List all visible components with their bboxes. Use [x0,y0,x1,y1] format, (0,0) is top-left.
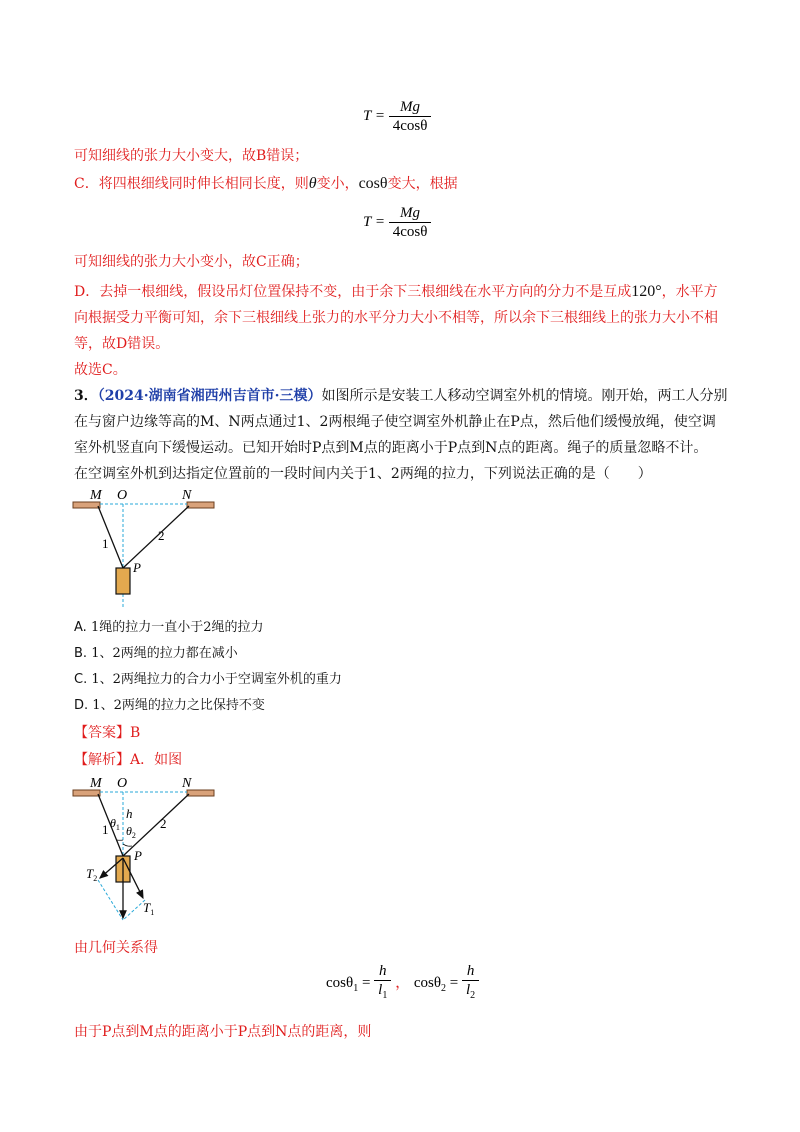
analysis-line: 【解析】A．如图 [74,752,183,768]
question-3-line2: 在与窗户边缘等高的M、N两点通过1、2两根绳子使空调室外机静止在P点，然后他们缓慢放绳，使空调 [74,414,716,430]
label-rope-2: 2 [160,816,167,831]
equation-cos-relations: cosθ$_1$ = $\frac{h}{l_1}$ ， cosθ$_2$ = $\frac{h}{l_2}$ [326,962,479,1005]
eq2-denominator: 4cosθ [392,224,428,240]
question-3-line1 [74,386,727,406]
question-text-1: 如图所示是安装工人移动空调室外机的情境。刚开始，两工人分别 [321,388,728,404]
option-b-letter: B. [74,646,88,661]
label-O: O [117,776,128,791]
figure-rope-setup [70,488,250,610]
d1-deg: 120° [631,283,662,300]
eq3-b-cos: cosθ [413,974,442,991]
eq3-a-fraction [374,962,391,1005]
text-line-d3: 等，故D错误。 [74,336,170,352]
text-line-choose: 故选C。 [74,362,127,378]
eq2-fraction [389,204,432,241]
d1-pre: D．去掉一根细线，假设吊灯位置保持不变，由于余下三根细线在水平方向的分力不是互成 [74,284,632,300]
option-d-text: 1、2两绳的拉力之比保持不变 [92,698,265,713]
option-a[interactable] [74,619,263,637]
eq3-a-cos: cosθ [326,974,354,991]
option-b[interactable] [74,645,238,663]
geometry-line: 由几何关系得 [74,940,158,956]
option-b-text: 1、2两绳的拉力都在减小 [91,646,238,661]
dashed-parallelogram-1 [98,880,123,920]
rope-2 [123,794,189,856]
text-line-c1 [74,174,458,194]
c1-theta: θ [308,175,317,192]
label-T1: $T_1$ [143,900,155,917]
eq3-a-den: $l_1$ [378,982,388,1001]
label-M: M [90,488,102,503]
label-rope-2: 2 [158,528,165,543]
figure-force-analysis [70,770,250,942]
option-a-text: 1绳的拉力一直小于2绳的拉力 [90,620,264,635]
eq3-b-num: h [462,962,479,981]
label-rope-1: 1 [102,822,109,837]
answer-line: 【答案】B [74,725,141,741]
eq3-a-num: h [374,962,391,981]
question-3-line4: 在空调室外机到达指定位置前的一段时间内关于1、2两绳的拉力，下列说法正确的是（ ） [74,466,652,482]
eq3-b-fraction [462,962,479,1005]
label-T2: $T_2$ [86,866,98,883]
label-h: h [126,806,133,821]
d1-post: ，水平方 [661,284,718,300]
question-source: （2024·湖南省湘西州吉首市·三模） [97,388,322,404]
eq3-a-sub: 1 [353,982,359,994]
eq1-fraction [389,98,432,135]
text-line-d2: 向根据受力平衡可知，余下三根细线上张力的水平分力大小不相等，所以余下三根细线上的张力大小不相 [74,310,718,326]
label-theta2: $\theta_2$ [126,824,136,840]
option-d[interactable] [74,697,265,715]
option-a-letter: A. [74,620,87,635]
label-N: N [182,776,192,791]
label-rope-1: 1 [102,536,109,551]
option-c-letter: C. [74,672,88,687]
text-line-c2: 可知细线的张力大小变小，故C正确； [74,254,309,270]
option-d-letter: D. [74,698,89,713]
eq3-separator: ， [395,974,411,991]
option-c-text: 1、2两绳拉力的合力小于空调室外机的重力 [91,672,342,687]
angle-arc-theta2 [123,844,132,846]
equation-tension-1 [363,98,431,135]
question-number: 3． [74,388,98,404]
c1-pre: C．将四根细线同时伸长相同长度，则 [74,176,309,192]
dashed-parallelogram-2 [123,900,145,920]
rope-2 [123,506,189,568]
label-O: O [117,488,128,503]
label-theta1: $\theta_1$ [110,816,120,832]
label-P: P [133,560,141,575]
c1-cos: cosθ [358,175,388,192]
last-line: 由于P点到M点的距离小于P点到N点的距离，则 [74,1024,372,1040]
eq1-numerator: Mg [389,98,432,117]
eq2-lhs: T = [363,213,385,230]
label-M: M [90,776,102,791]
c1-post: 变大，根据 [387,176,458,192]
c1-mid: 变小， [316,176,359,192]
eq1-denominator: 4cosθ [392,118,428,134]
eq3-b-den: $l_2$ [466,982,476,1001]
eq3-b-sub: 2 [441,982,447,994]
option-c[interactable] [74,671,342,689]
text-line-b: 可知细线的张力大小变大，故B错误； [74,148,309,164]
eq2-numerator: Mg [389,204,432,223]
label-N: N [182,488,192,503]
ac-unit-box [116,568,130,594]
text-line-d1 [74,282,718,302]
label-P: P [134,848,142,863]
equation-tension-2 [363,204,431,241]
eq1-lhs: T = [363,107,385,124]
question-3-line3: 室外机竖直向下缓慢运动。已知开始时P点到M点的距离小于P点到N点的距离。绳子的质量忽略不计。 [74,440,708,456]
